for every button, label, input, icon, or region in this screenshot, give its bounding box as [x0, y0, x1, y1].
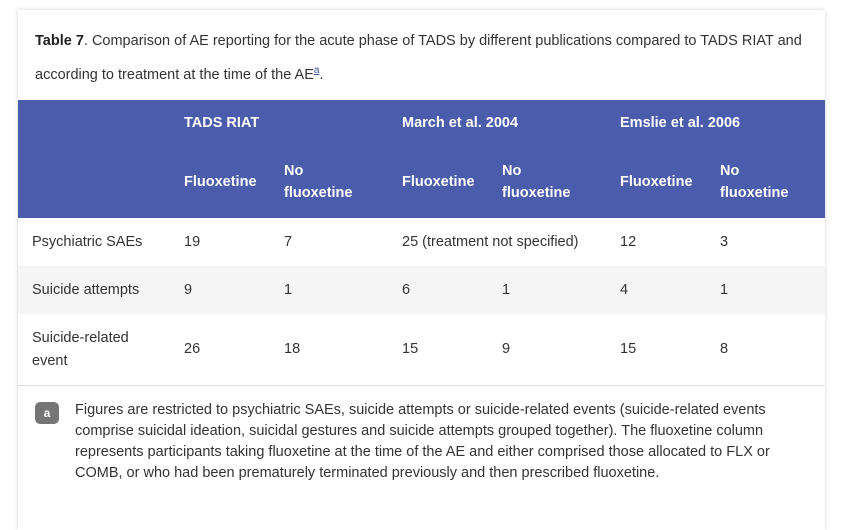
footnote [35, 400, 805, 484]
cell-riat-no-fluoxetine: 18 [284, 314, 402, 386]
caption-end: . [319, 66, 324, 83]
row-label: Psychiatric SAEs [32, 234, 143, 250]
cell-emslie-fluoxetine: 15 [620, 314, 720, 386]
table-label: Table 7 [35, 33, 84, 49]
cell-riat-fluoxetine: 26 [184, 314, 284, 386]
table-card [18, 10, 825, 530]
cell-march-no-fluoxetine: 1 [502, 282, 511, 298]
footnote-badge: a [35, 402, 59, 424]
header-emslie-2006: Emslie et al. 2006 [620, 115, 741, 131]
cell-emslie-no-fluoxetine: 1 [720, 282, 729, 298]
cell-riat-fluoxetine: 19 [184, 234, 201, 250]
subheader-emslie-no-fluoxetine: No fluoxetine [720, 163, 789, 201]
data-table [18, 100, 825, 386]
cell-riat-no-fluoxetine: 7 [284, 234, 293, 250]
cell-march-fluoxetine: 6 [402, 282, 411, 298]
cell-emslie-fluoxetine: 12 [620, 234, 637, 250]
table-row [18, 314, 825, 386]
cell-emslie-fluoxetine: 4 [620, 282, 629, 298]
subheader-march-no-fluoxetine: No fluoxetine [502, 163, 571, 201]
sub-header-row [18, 146, 825, 218]
cell-riat-no-fluoxetine: 1 [284, 282, 293, 298]
subheader-riat-no-fluoxetine: No fluoxetine [284, 163, 353, 201]
table-row [18, 266, 825, 314]
table-row [18, 218, 825, 266]
subheader-march-fluoxetine: Fluoxetine [402, 174, 475, 190]
subheader-emslie-fluoxetine: Fluoxetine [620, 174, 693, 190]
header-tads-riat: TADS RIAT [184, 115, 260, 131]
row-label: Suicide attempts [32, 282, 140, 298]
cell-march-combined: 25 (treatment not specified) [402, 234, 579, 250]
footnote-text: Figures are restricted to psychiatric SAEs, suicide attempts or suicide-related events (suicide-related events comprise suicidal ideation, suicidal gestures and suicide attempts grouped together). The fluoxetine column represents participants taking fluoxetine at the time of the AE and either comprised those allocated to FLX or COMB, or who had been prematurely terminated previously and then prescribed fluoxetine. [75, 402, 770, 481]
cell-riat-fluoxetine: 9 [184, 282, 193, 298]
group-header-row [18, 100, 825, 146]
cell-march-fluoxetine: 15 [402, 314, 502, 386]
cell-emslie-no-fluoxetine: 8 [720, 314, 825, 386]
header-empty [18, 100, 184, 146]
subheader-riat-fluoxetine: Fluoxetine [184, 174, 257, 190]
cell-march-no-fluoxetine: 9 [502, 314, 620, 386]
row-label: Suicide-related event [18, 314, 184, 386]
subheader-empty [18, 146, 184, 218]
header-march-2004: March et al. 2004 [402, 115, 519, 131]
cell-emslie-no-fluoxetine: 3 [720, 234, 729, 250]
footnote-link[interactable]: a [313, 65, 320, 76]
table-caption [35, 27, 815, 89]
caption-text: . Comparison of AE reporting for the acute phase of TADS by different publications compared to TADS RIAT and according to treatment at the time of the AE [35, 33, 802, 83]
